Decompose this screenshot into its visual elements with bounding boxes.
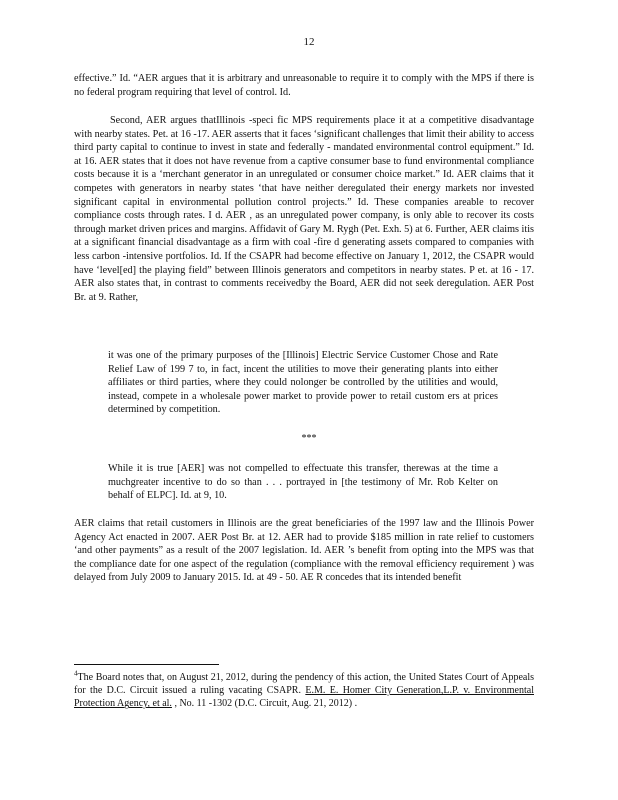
paragraph-continuation: effective.” Id. “AER argues that it is arbitrary and unreasonable to require it to comply with the MPS if there is no federal program requiring that level of control. Id. <box>74 73 534 98</box>
footnote-marker: 4 <box>74 669 78 678</box>
block-quote-1: it was one of the primary purposes of the [Illinois] Electric Service Customer Chose and Rate Relief Law of 199 7 to, in fact, incent the utilities to move their generating plants into either affiliates or third parties, where they could nolonger be controlled by the utilities and would, instead, compete in a wholesale power market to provide power to retail custom ers at prices determined by competition. <box>108 350 498 416</box>
paragraph-retail-customers: AER claims that retail customers in Illinois are the great beneficiaries of the 1997 law and the Illinois Power Agency Act enacted in 2007. AER Post Br. at 12. AER had to provide $185 million in rate relief to customers ‘and other payments” as a result of the 2007 legislation. Id. AER ’s benefit from opting into the MPS was that the compliance date for one aspect of the regulation (compliance with the removal efficiency requirement ) was delayed from July 2009 to January 2015. Id. at 49 - 50. AE R concedes that its intended benefit <box>74 518 534 584</box>
footnote-case-name: E.M. E. Homer City Generation,L.P. v. Environmental Protection Agency, et al. <box>74 685 534 710</box>
paragraph-second-argument: Second, AER argues thatIllinois -speci fic MPS requirements place it at a competitive disadvantage with nearby states. Pet. at 16 -17. AER asserts that it faces ‘significant challenges that limit their ability to access third party capital to continue to invest in state and federally - mandated environmental control equipment.” Id. at 16. AER states that it does not have revenue from a captive consumer base to fund environmental compliance costs because it is a ‘merchant generator in an unregulated or consumer choice market.” Id. AER claims that it competes with generators in nearby states ‘that have neither deregulated their energy markets nor invested significant capital in environmental pollution control projects.” Id. These companies areable to recover compliance costs through rates. I d. AER , as an unregulated power company, is only able to recover its costs through market driven prices and margins. Affidavit of Gary M. Rygh (Pet. Exh. 5) at 6. Further, AER claims itis at a significant financial disadvantage as a firm with coal -fire d generating assets compared to companies with less carbon -intensive portfolios. Id. If the CSAPR had become effective on January 1, 2012, the CSAPR would have ‘level[ed] the playing field” between Illinois generators and competitors in nearby states. P et. at 16 - 17. AER also states that, in contrast to comments receivedby the Board, AER did not seek deregulation. AER Post Br. at 9. Rather, <box>74 115 535 303</box>
footnote-citation: , No. 11 -1302 (D.C. Circuit, Aug. 21, 2012) . <box>171 698 358 710</box>
footnote-text: The Board notes that, on August 21, 2012, during the pendency of this action, the United States Court of Appeals for the D.C. Circuit issued a ruling vacating CSAPR. <box>74 672 534 697</box>
block-quote-2: While it is true [AER] was not compelled to effectuate this transfer, therewas at the time a muchgreater incentive to do so than . . . portrayed in [the testimony of Mr. Rob Kelter on behalf of ELPC]. Id. at 9, 10. <box>108 463 498 502</box>
footnote-rule <box>74 664 219 665</box>
footnote <box>74 671 534 711</box>
page-number: 12 <box>303 36 315 48</box>
section-separator: *** <box>301 433 317 444</box>
